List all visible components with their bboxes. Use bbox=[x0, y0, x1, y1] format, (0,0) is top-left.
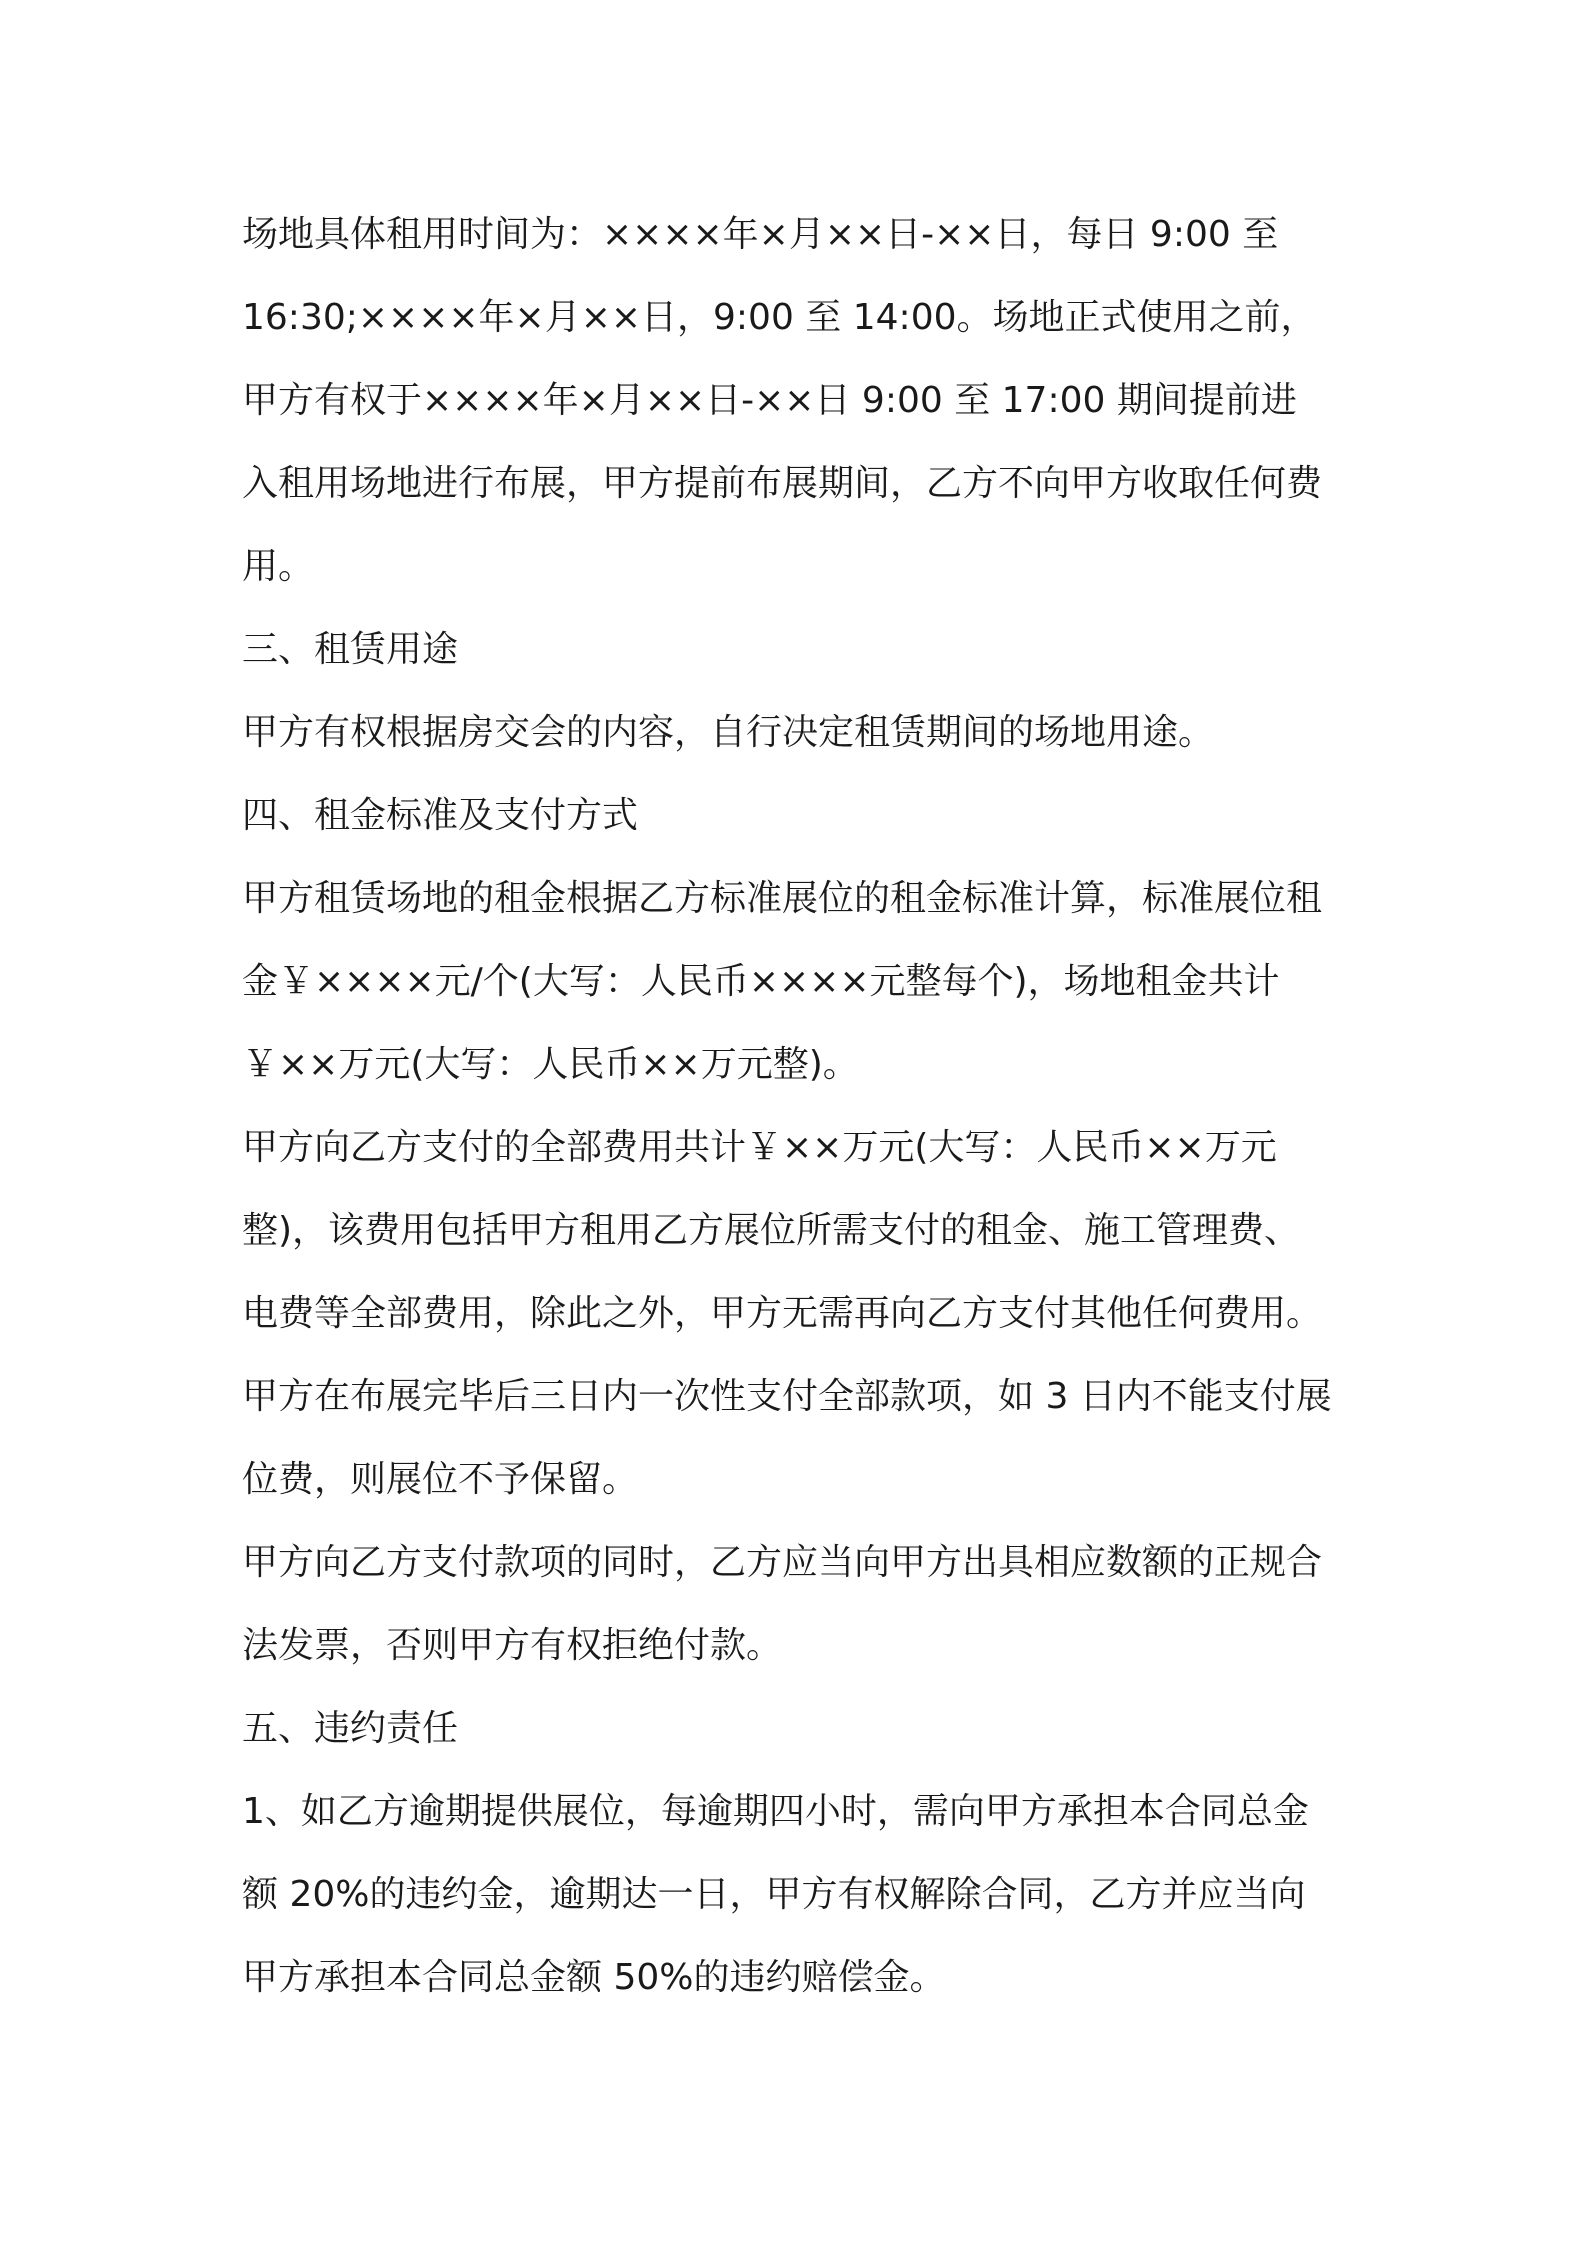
total-fee-line-3: 电费等全部费用，除此之外，甲方无需再向乙方支付其他任何费用。 bbox=[242, 1293, 1323, 1334]
rental-time-line-5: 用。 bbox=[242, 546, 315, 587]
total-fee-line-2: 整)，该费用包括甲方租用乙方展位所需支付的租金、施工管理费、 bbox=[242, 1210, 1301, 1251]
rental-time-line-4: 入租用场地进行布展，甲方提前布展期间，乙方不向甲方收取任何费 bbox=[242, 463, 1323, 504]
breach-clause-line-1: 1、如乙方逾期提供展位，每逾期四小时，需向甲方承担本合同总金 bbox=[242, 1791, 1309, 1832]
payment-terms-line-1: 甲方在布展完毕后三日内一次性支付全部款项，如 3 日内不能支付展 bbox=[242, 1376, 1332, 1417]
rent-standard-line-1: 甲方租赁场地的租金根据乙方标准展位的租金标准计算，标准展位租 bbox=[242, 878, 1323, 919]
section-heading-breach: 五、违约责任 bbox=[242, 1708, 459, 1749]
section-heading-rent: 四、租金标准及支付方式 bbox=[242, 795, 639, 836]
total-fee-line-1: 甲方向乙方支付的全部费用共计￥××万元(大写：人民币××万元 bbox=[242, 1127, 1277, 1168]
rental-time-line-1: 场地具体租用时间为：××××年×月××日-××日，每日 9:00 至 bbox=[242, 214, 1279, 255]
rent-standard-line-3: ￥××万元(大写：人民币××万元整)。 bbox=[242, 1044, 859, 1085]
invoice-line-1: 甲方向乙方支付款项的同时，乙方应当向甲方出具相应数额的正规合 bbox=[242, 1542, 1323, 1583]
payment-terms-line-2: 位费，则展位不予保留。 bbox=[242, 1459, 639, 1500]
breach-clause-line-2: 额 20%的违约金，逾期达一日，甲方有权解除合同，乙方并应当向 bbox=[242, 1874, 1306, 1915]
rent-standard-line-2: 金￥××××元/个(大写：人民币××××元整每个)，场地租金共计 bbox=[242, 961, 1280, 1002]
rental-time-line-2: 16:30;××××年×月××日，9:00 至 14:00。场地正式使用之前， bbox=[242, 297, 1317, 338]
rental-time-line-3: 甲方有权于××××年×月××日-××日 9:00 至 17:00 期间提前进 bbox=[242, 380, 1297, 421]
document-body bbox=[242, 193, 1358, 2019]
section-heading-usage: 三、租赁用途 bbox=[242, 629, 459, 670]
invoice-line-2: 法发票，否则甲方有权拒绝付款。 bbox=[242, 1625, 783, 1666]
usage-paragraph: 甲方有权根据房交会的内容，自行决定租赁期间的场地用途。 bbox=[242, 712, 1215, 753]
breach-clause-line-3: 甲方承担本合同总金额 50%的违约赔偿金。 bbox=[242, 1957, 946, 1998]
